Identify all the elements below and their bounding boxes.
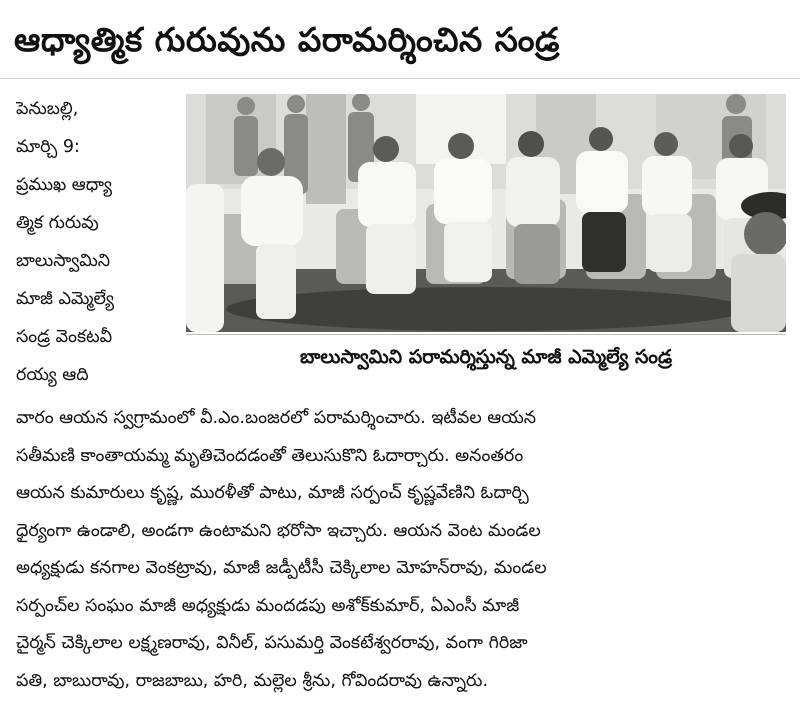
intro-line: త్మిక గురువు — [16, 213, 99, 233]
intro-line: ప్రముఖ ఆధ్యా — [16, 175, 112, 195]
news-photo — [186, 94, 786, 332]
article-body — [16, 400, 786, 700]
headline-divider — [0, 78, 800, 79]
body-line: ధైర్యంగా ఉండాలి, అండగా ఉంటామని భరోసా ఇచ్చారు. ఆయన వెంట మండల — [16, 520, 541, 541]
intro-line: మాజీ ఎమ్మెల్యే — [16, 289, 114, 309]
dateline-place: పెనుబల్లి, — [16, 99, 79, 119]
headline: ఆధ్యాత్మిక గురువును పరామర్శించిన సండ్ర — [14, 20, 560, 59]
body-line: వారం ఆయన స్వగ్రామంలో వీ.ఎం.బంజరలో పరామర్శించారు. ఇటీవల ఆయన — [16, 408, 537, 428]
intro-line: సండ్ర వెంకటవీ — [16, 327, 113, 347]
left-column-text — [16, 90, 178, 394]
body-line: సర్పంచ్‌ల సంఘం మాజీ అధ్యక్షుడు మందడపు అశోక్‌కుమార్, ఏఎంసీ మాజీ — [16, 595, 520, 616]
body-line: అధ్యక్షుడు కనగాల వెంకట్రావు, మాజీ జడ్పీటీసీ చెక్కిలాల మోహన్‌రావు, మండల — [16, 558, 547, 578]
body-line: పతి, బాబురావు, రాజబాబు, హరి, మల్లెల శ్రీను, గోవిందరావు ఉన్నారు. — [16, 670, 489, 691]
photo-caption: బాలుస్వామిని పరామర్శిస్తున్న మాజీ ఎమ్మెల్యే సండ్ర — [186, 334, 786, 383]
body-line: ఆయన కుమారులు కృష్ణ, మురళీతో పాటు, మాజీ సర్పంచ్ కృష్ణవేణిని ఓదార్చి — [16, 483, 529, 503]
body-line: సతీమణి కాంతాయమ్మ మృతిచెందడంతో తెలుసుకొని ఓదార్చారు. అనంతరం — [16, 445, 524, 466]
dateline-date: మార్చి 9: — [16, 137, 80, 157]
intro-line: రయ్య ఆది — [16, 365, 89, 385]
intro-line: బాలుస్వామిని — [16, 251, 111, 271]
body-line: చైర్మన్ చెక్కిలాల లక్ష్మణరావు, వినీల్, పసుమర్తి వెంకటేశ్వరరావు, వంగా గిరిజా — [16, 633, 528, 653]
